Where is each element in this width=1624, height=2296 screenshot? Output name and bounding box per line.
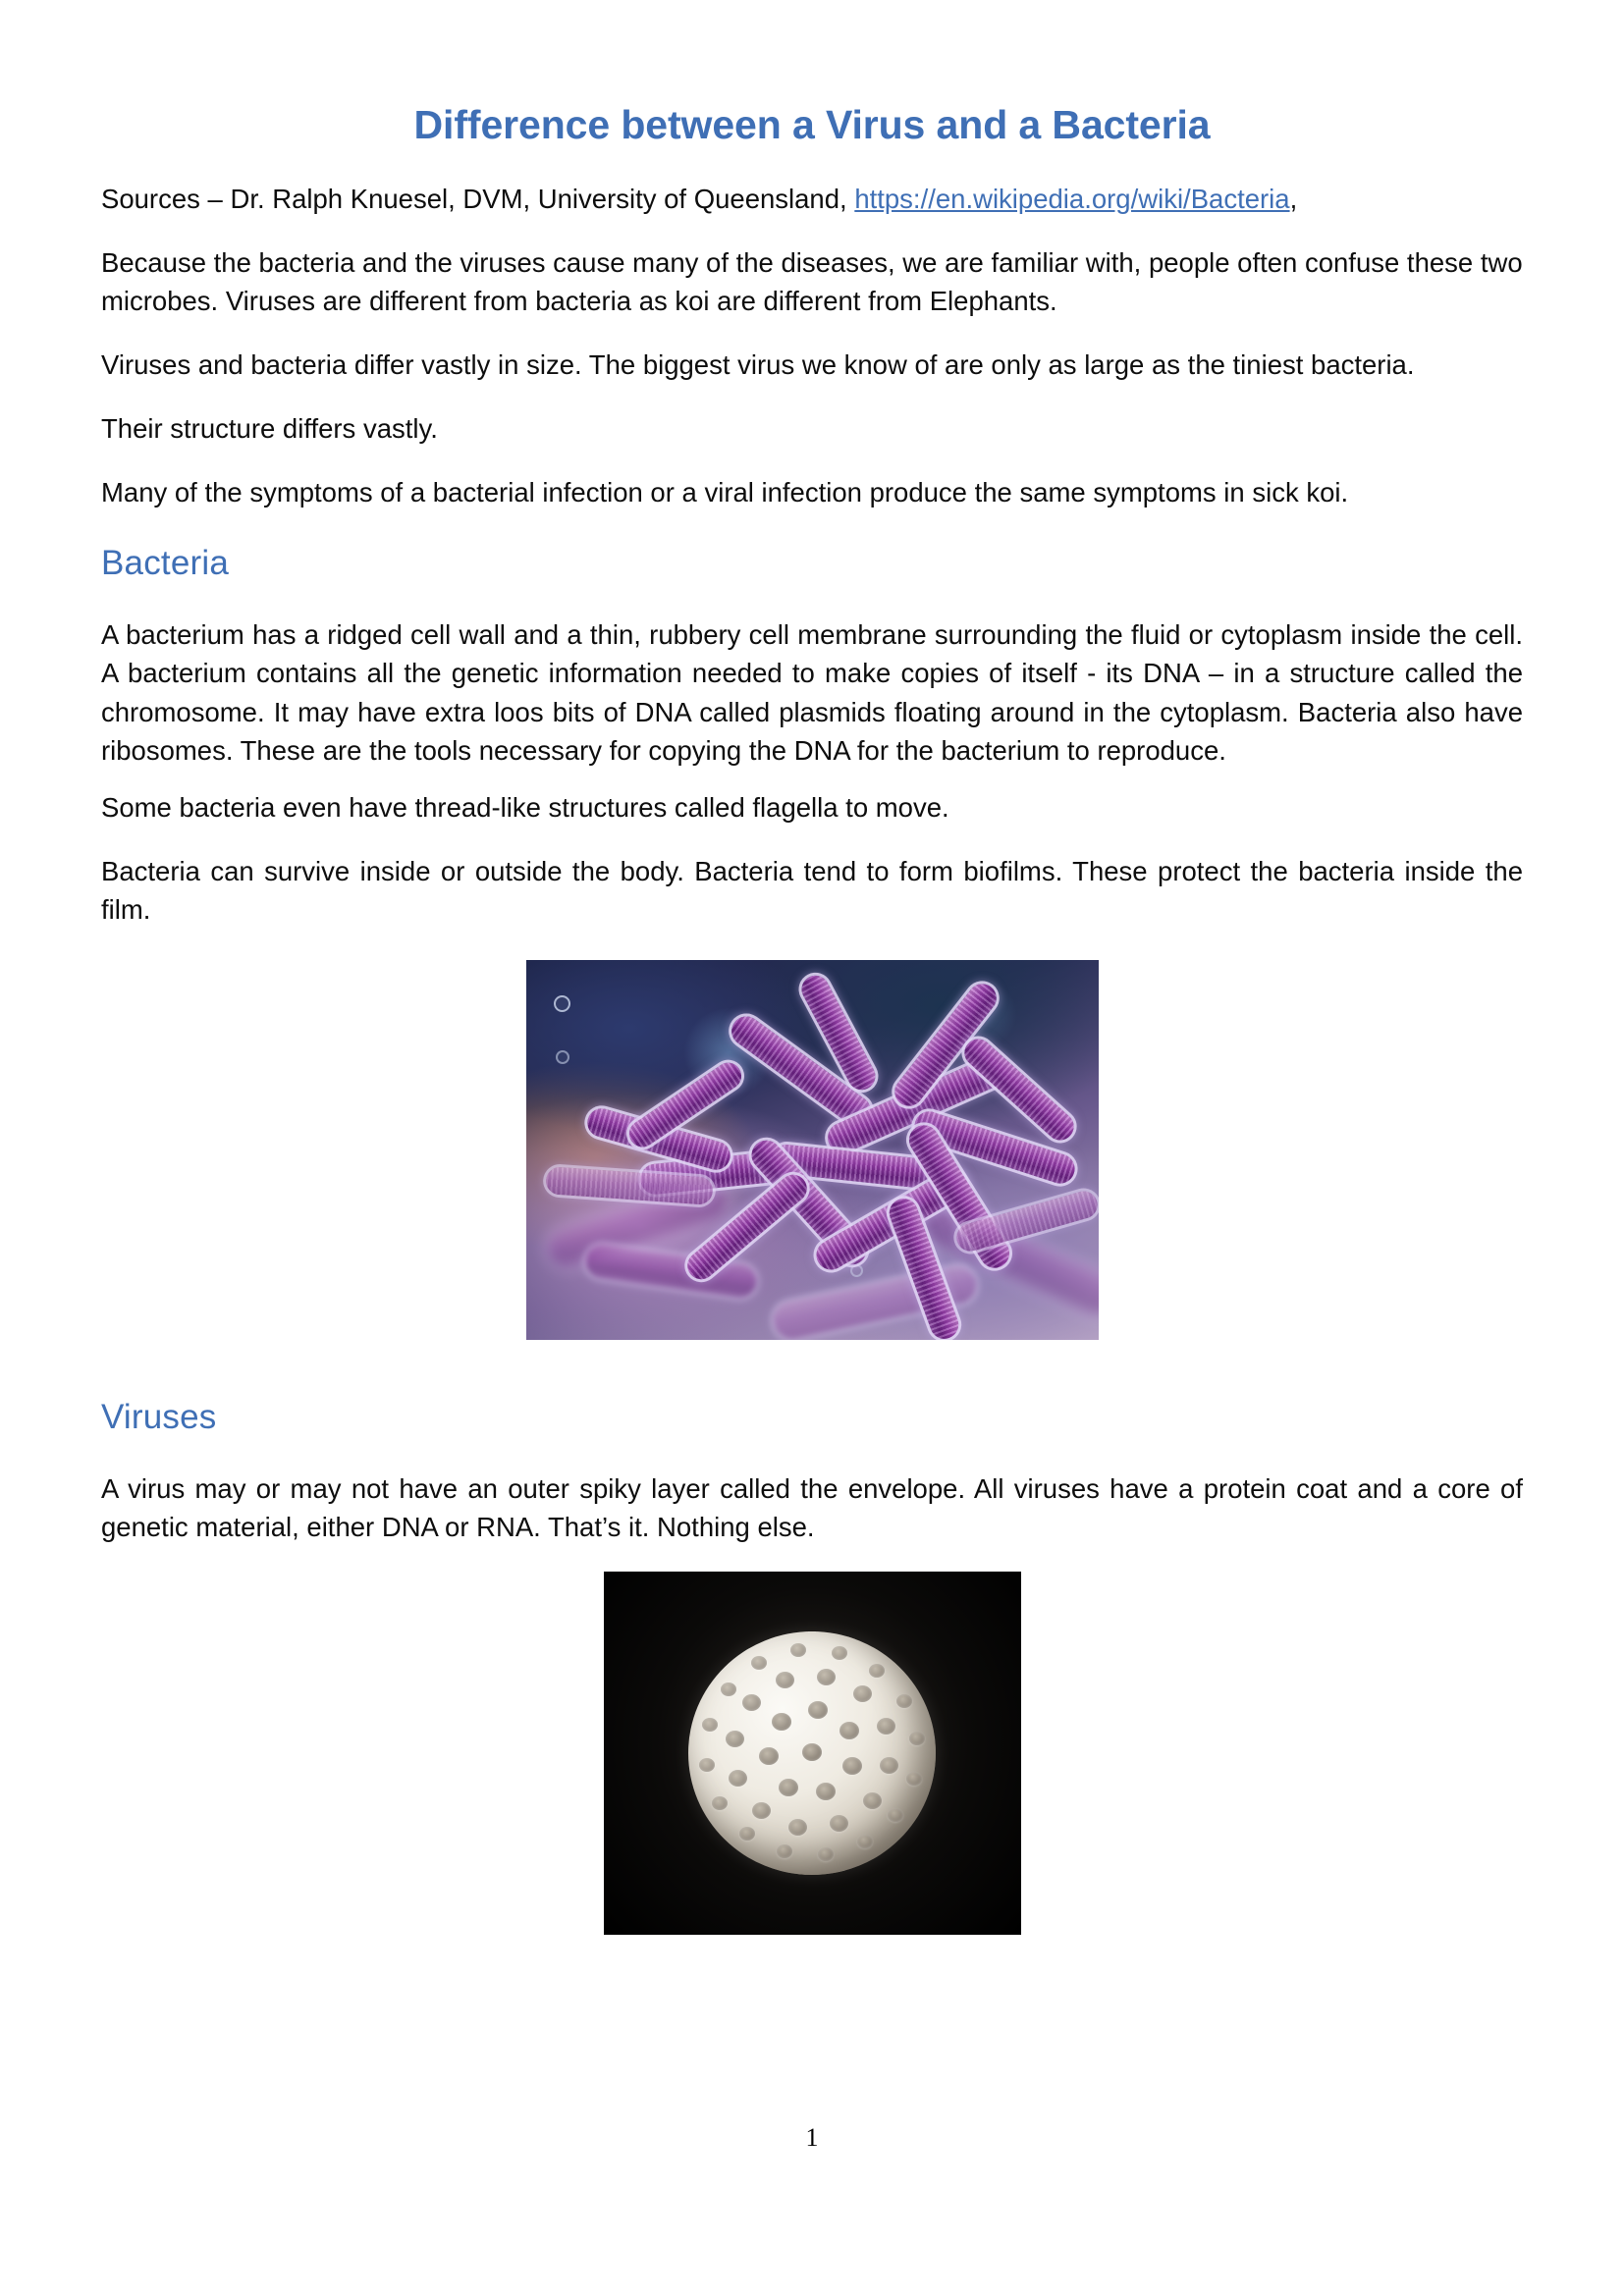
particle-dot-icon [554, 995, 570, 1012]
virus-image [604, 1572, 1021, 1935]
section-heading-bacteria: Bacteria [101, 544, 229, 583]
virus-capsomer-icon [888, 1808, 903, 1822]
sources-prefix: Sources – Dr. Ralph Knuesel, DVM, University of Queensland, [101, 184, 855, 215]
virus-capsomer-icon [808, 1701, 828, 1719]
virus-capsomer-icon [818, 1847, 834, 1861]
bacteria-paragraph-1: A bacterium has a ridged cell wall and a thin, rubbery cell membrane surrounding the fluid or cytoplasm inside the cell. A bacterium contains all the genetic information needed to make copies of itself - its DNA – in a structure called the chromosome. It may have extra loos bits of DNA called plasmids floating around in the cytoplasm. Bacteria also have ribosomes. These are the tools necessary for copying the DNA for the bacterium to reproduce. [101, 619, 1523, 766]
virus-capsomer-icon [790, 1643, 806, 1657]
spacer [101, 1340, 1523, 1371]
virus-capsomer-icon [779, 1779, 798, 1796]
intro-paragraph-3: Their structure differs vastly. [101, 413, 438, 445]
virus-capsomer-icon [906, 1772, 922, 1786]
particle-dot-icon [850, 1264, 863, 1277]
virus-capsomer-icon [721, 1682, 736, 1696]
spacer [101, 1438, 1523, 1469]
sources-line [101, 180, 1523, 218]
virus-capsomer-icon [853, 1685, 872, 1702]
virus-capsomer-icon [909, 1732, 925, 1745]
virus-figure [101, 1572, 1523, 1935]
virus-capsomer-icon [788, 1819, 807, 1836]
virus-capsomer-icon [863, 1792, 882, 1809]
page-title: Difference between a Virus and a Bacteria [413, 102, 1211, 147]
spacer [101, 584, 1523, 615]
virus-capsomer-icon [712, 1796, 728, 1810]
virus-capsomer-icon [857, 1835, 873, 1848]
virus-capsomer-icon [869, 1664, 885, 1678]
virus-capsomer-icon [729, 1770, 747, 1787]
virus-capsomer-icon [759, 1747, 779, 1765]
virus-capsomer-icon [726, 1731, 744, 1747]
spacer [101, 827, 1523, 852]
sources-suffix: , [1289, 184, 1298, 215]
particle-dot-icon [556, 1050, 569, 1064]
spacer [101, 448, 1523, 473]
page-number: 1 [805, 2123, 819, 2152]
virus-capsomer-icon [802, 1743, 822, 1761]
virus-capsomer-icon [832, 1646, 847, 1660]
spacer [101, 1546, 1523, 1572]
virus-capsomer-icon [817, 1669, 836, 1685]
virus-capsomer-icon [839, 1722, 859, 1739]
virus-capsomer-icon [752, 1802, 771, 1819]
spacer [101, 218, 1523, 243]
intro-paragraph-1: Because the bacteria and the viruses cause many of the diseases, we are familiar with, people often confuse these two microbes. Viruses are different from bacteria as koi are different from Elephants. [101, 247, 1523, 317]
spacer [101, 511, 1523, 543]
virus-capsomer-icon [880, 1757, 898, 1774]
virus-capsomer-icon [739, 1827, 755, 1841]
bacteria-paragraph-2: Some bacteria even have thread-like structures called flagella to move. [101, 791, 949, 823]
virus-capsomer-icon [842, 1757, 862, 1775]
virus-capsomer-icon [777, 1844, 792, 1858]
spacer [101, 384, 1523, 409]
virus-capsomer-icon [816, 1783, 836, 1800]
virus-capsomer-icon [751, 1656, 767, 1670]
virus-capsomer-icon [772, 1713, 791, 1731]
virus-capsomer-icon [702, 1718, 718, 1732]
bacteria-figure [101, 960, 1523, 1340]
spacer [101, 320, 1523, 346]
wikipedia-bacteria-link[interactable]: https://en.wikipedia.org/wiki/Bacteria [854, 184, 1290, 215]
intro-paragraph-4: Many of the symptoms of a bacterial infection or a viral infection produce the same symptoms in sick koi. [101, 477, 1349, 508]
virion-body [688, 1631, 936, 1875]
spacer [101, 929, 1523, 960]
document-body [101, 0, 1523, 1935]
bacteria-image [526, 960, 1099, 1340]
virus-capsomer-icon [776, 1672, 794, 1688]
spacer [101, 1371, 1523, 1397]
virus-capsomer-icon [830, 1815, 848, 1832]
section-heading-viruses: Viruses [101, 1397, 217, 1436]
virus-capsomer-icon [896, 1694, 912, 1708]
spacer [101, 770, 1523, 788]
virus-capsomer-icon [699, 1758, 715, 1772]
spacer [101, 148, 1523, 180]
bacteria-paragraph-3: Bacteria can survive inside or outside the body. Bacteria tend to form biofilms. These protect the bacteria inside the film. [101, 855, 1523, 925]
viruses-paragraph-1: A virus may or may not have an outer spiky layer called the envelope. All viruses have a protein coat and a core of genetic material, either DNA or RNA. That’s it. Nothing else. [101, 1472, 1523, 1542]
intro-paragraph-2: Viruses and bacteria differ vastly in size. The biggest virus we know of are only as large as the tiniest bacteria. [101, 349, 1415, 381]
virus-capsomer-icon [877, 1718, 895, 1735]
virus-capsomer-icon [742, 1694, 761, 1711]
